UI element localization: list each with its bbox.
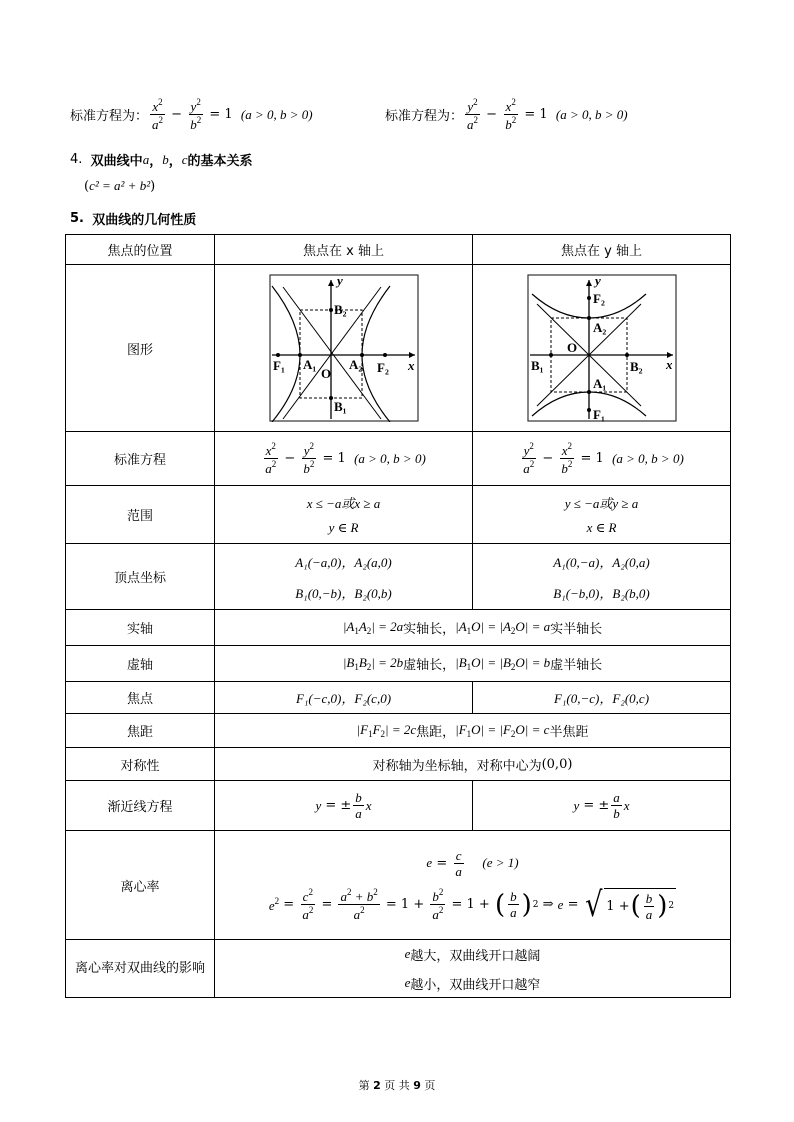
table-row-symmetry	[66, 748, 731, 781]
figure-y-cell	[473, 265, 731, 432]
row-label-real-axis: 实轴	[66, 610, 215, 646]
figure-x-cell	[215, 265, 473, 432]
row-label-figure: 图形	[66, 265, 215, 432]
fig-x-f1: F₁	[272, 358, 285, 373]
focus-x-cell	[215, 682, 473, 714]
table-row-imag-axis	[66, 646, 731, 682]
focus-y-cell	[473, 682, 731, 714]
head-col0: 焦点的位置	[66, 235, 215, 265]
row-label-std-eq: 标准方程	[66, 432, 215, 486]
ecc-effect-1: 越大，双曲线开口越阔	[410, 948, 541, 964]
row-label-range: 范围	[66, 486, 215, 544]
range-x-cell	[215, 486, 473, 544]
table-row-ecc-effect	[66, 940, 731, 998]
asymptote-x-cell: y = ± $\frac{b}{a}$ x	[215, 781, 473, 831]
fig-y-a2: A₂	[592, 320, 606, 335]
table-row-eccentricity	[66, 831, 731, 940]
properties-table	[65, 234, 731, 998]
table-row-range	[66, 486, 731, 544]
section-5-number: 5.	[70, 211, 84, 226]
table-row-head	[66, 235, 731, 265]
fig-y-f1: F₁	[592, 407, 605, 422]
fig-x-f2: F₂	[376, 360, 389, 375]
row-label-asymptote: 渐近线方程	[66, 781, 215, 831]
asymptote-y-cell: y = ± $\frac{a}{b}$ x	[473, 781, 731, 831]
range-y-line1: y ≤ −a或y ≥ a	[564, 496, 639, 511]
vertex-x-line2: B₁(0,−b)，B₂(0,b)	[295, 585, 392, 601]
imag-axis-len-label: 虚轴长，	[403, 658, 456, 673]
eccentricity-cell: e = $\frac{c}{a}$ (e > 1) $e^2$ = $\frac{c^2}{a^2}$ = $\frac{a^2 + b^2}{a^2}$ = 1 + $\frac{b^2}{a^2}$ = 1 + ( $\frac{b}{a}$ ) 2 ⇒ e = √ 1 + ( $\frac{b}{a}$ ) 2	[215, 831, 731, 940]
symmetry-center: (0,0)	[541, 756, 573, 772]
fig-y-a1: A₁	[592, 376, 606, 391]
range-x-line1: x ≤ −a或x ≥ a	[306, 496, 381, 511]
hyperbola-y-figure	[527, 274, 677, 422]
footer-prefix: 第	[358, 1079, 370, 1092]
row-label-ecc-effect: 离心率对双曲线的影响	[66, 940, 215, 998]
ecc-effect-2: 越小，双曲线开口越窄	[410, 977, 541, 993]
condition-2: (a > 0, b > 0)	[555, 106, 628, 122]
page-footer	[0, 1077, 794, 1093]
footer-page: 2	[373, 1079, 381, 1092]
head-col2: 焦点在 y 轴上	[473, 235, 731, 265]
real-axis-len-label: 实轴长，	[403, 622, 456, 637]
fig-y-f2: F₂	[592, 291, 605, 306]
table-row-figure	[66, 265, 731, 432]
fig-x-b2: B₂	[333, 302, 347, 317]
symmetry-cell	[215, 748, 731, 781]
fig-x-a2: A₂	[348, 357, 362, 372]
footer-mid: 页 共	[384, 1079, 410, 1092]
fig-y-y-axis-label: y	[594, 274, 601, 288]
real-axis-cell: $|A_1A_2| = 2a$ 实轴长， $|A_1O| = |A_2O| = a$ 实半轴长	[215, 610, 731, 646]
table-row-focus	[66, 682, 731, 714]
focal-half-label: 半焦距	[549, 725, 589, 740]
table-row-vertex	[66, 544, 731, 610]
var-b: b	[162, 151, 169, 167]
fig-y-b1: B₁	[530, 358, 544, 373]
frac-x2-a2: $\frac{x^2}{a^2}$	[152, 97, 164, 132]
fig-y-b2: B₂	[629, 359, 643, 374]
section-4-title-prefix: 双曲线中	[90, 154, 143, 169]
fig-x-origin: O	[320, 366, 331, 381]
std-eq-label-1: 标准方程为：	[70, 109, 149, 124]
std-eq-x-condition: (a > 0, b > 0)	[354, 450, 426, 466]
focus-y-text: F₁(0,−c)，F₂(0,c)	[553, 691, 650, 706]
fig-x-b1: B₁	[333, 399, 347, 414]
vertex-y-cell	[473, 544, 731, 610]
std-eq-y-cell: $\frac{y^2}{a^2}$ − $\frac{x^2}{b^2}$ = 1 (a > 0, b > 0)	[473, 432, 731, 486]
std-eq-x-cell: $\frac{x^2}{a^2}$ − $\frac{y^2}{b^2}$ = 1 (a > 0, b > 0)	[215, 432, 473, 486]
std-eq-label-2: 标准方程为：	[385, 109, 464, 124]
var-a: a	[142, 151, 150, 167]
footer-suffix: 页	[424, 1079, 436, 1092]
section-5-heading	[70, 209, 196, 228]
table-row-real-axis	[66, 610, 731, 646]
row-label-symmetry: 对称性	[66, 748, 215, 781]
vertex-x-line1: A₁(−a,0)，A₂(a,0)	[295, 554, 392, 570]
table-row-asymptote	[66, 781, 731, 831]
fig-y-origin: O	[566, 340, 577, 355]
range-x-line2: y ∈ R	[328, 520, 359, 535]
head-col1: 焦点在 x 轴上	[215, 235, 473, 265]
vertex-y-line2: B₁(−b,0)，B₂(b,0)	[553, 585, 650, 601]
vertex-y-line1: A₁(0,−a)，A₂(0,a)	[553, 554, 650, 570]
std-eq-y-condition: (a > 0, b > 0)	[612, 450, 684, 466]
std-eq-x-line: 标准方程为： $\frac{x^2}{a^2}$ − $\frac{y^2}{b^2}$ = 1 (a > 0, b > 0)	[70, 97, 313, 132]
section-5-title: 双曲线的几何性质	[92, 213, 197, 228]
imag-axis-cell: $|B_1B_2| = 2b$ 虚轴长， $|B_1O| = |B_2O| = b$ 虚半轴长	[215, 646, 731, 682]
frac-y2-a2: $\frac{y^2}{a^2}$	[467, 97, 479, 132]
frac-x2-b2: $\frac{x^2}{b^2}$	[505, 97, 517, 132]
imag-axis-half-label: 虚半轴长	[550, 658, 603, 673]
fig-y-x-axis-label: x	[665, 357, 672, 372]
row-label-eccentricity: 离心率	[66, 831, 215, 940]
range-y-cell	[473, 486, 731, 544]
fig-x-y-axis-label: y	[336, 274, 343, 288]
ecc-effect-cell: e 越大，双曲线开口越阔 e 越小，双曲线开口越窄	[215, 940, 731, 998]
section-4-heading: 4. 双曲线中 a ， b ， c 的基本关系	[70, 151, 253, 169]
hyperbola-x-figure	[269, 274, 419, 422]
relation-text: c² = a² + b²	[89, 178, 151, 193]
table-row-std-eq	[66, 432, 731, 486]
var-c: c	[181, 151, 188, 167]
footer-total: 9	[413, 1079, 421, 1092]
focus-x-text: F₁(−c,0)，F₂(c,0)	[295, 691, 392, 706]
real-axis-half-label: 实半轴长	[550, 622, 603, 637]
focal-dist-cell: $|F_1F_2| = 2c$ 焦距， $|F_1O| = |F_2O| = c$ 半焦距	[215, 714, 731, 748]
vertex-x-cell	[215, 544, 473, 610]
fig-x-a1: A₁	[302, 357, 316, 372]
fig-x-x-axis-label: x	[407, 358, 414, 373]
row-label-imag-axis: 虚轴	[66, 646, 215, 682]
symmetry-text: 对称轴为坐标轴，对称中心为	[372, 758, 542, 774]
range-y-line2: x ∈ R	[586, 520, 617, 535]
section-4-number: 4.	[70, 152, 83, 167]
table-row-focal-dist	[66, 714, 731, 748]
frac-y2-b2: $\frac{y^2}{b^2}$	[190, 97, 202, 132]
ecc-condition: (e > 1)	[482, 855, 519, 870]
section-4-relation: ( c² = a² + b² )	[84, 178, 156, 194]
focal-len-label: 焦距，	[416, 725, 456, 740]
condition-1: (a > 0, b > 0)	[240, 106, 313, 122]
row-label-focal-dist: 焦距	[66, 714, 215, 748]
row-label-vertex: 顶点坐标	[66, 544, 215, 610]
std-eq-y-line: 标准方程为： $\frac{y^2}{a^2}$ − $\frac{x^2}{b^2}$ = 1 (a > 0, b > 0)	[385, 97, 628, 132]
row-label-focus: 焦点	[66, 682, 215, 714]
section-4-title-suffix: 的基本关系	[187, 154, 253, 169]
